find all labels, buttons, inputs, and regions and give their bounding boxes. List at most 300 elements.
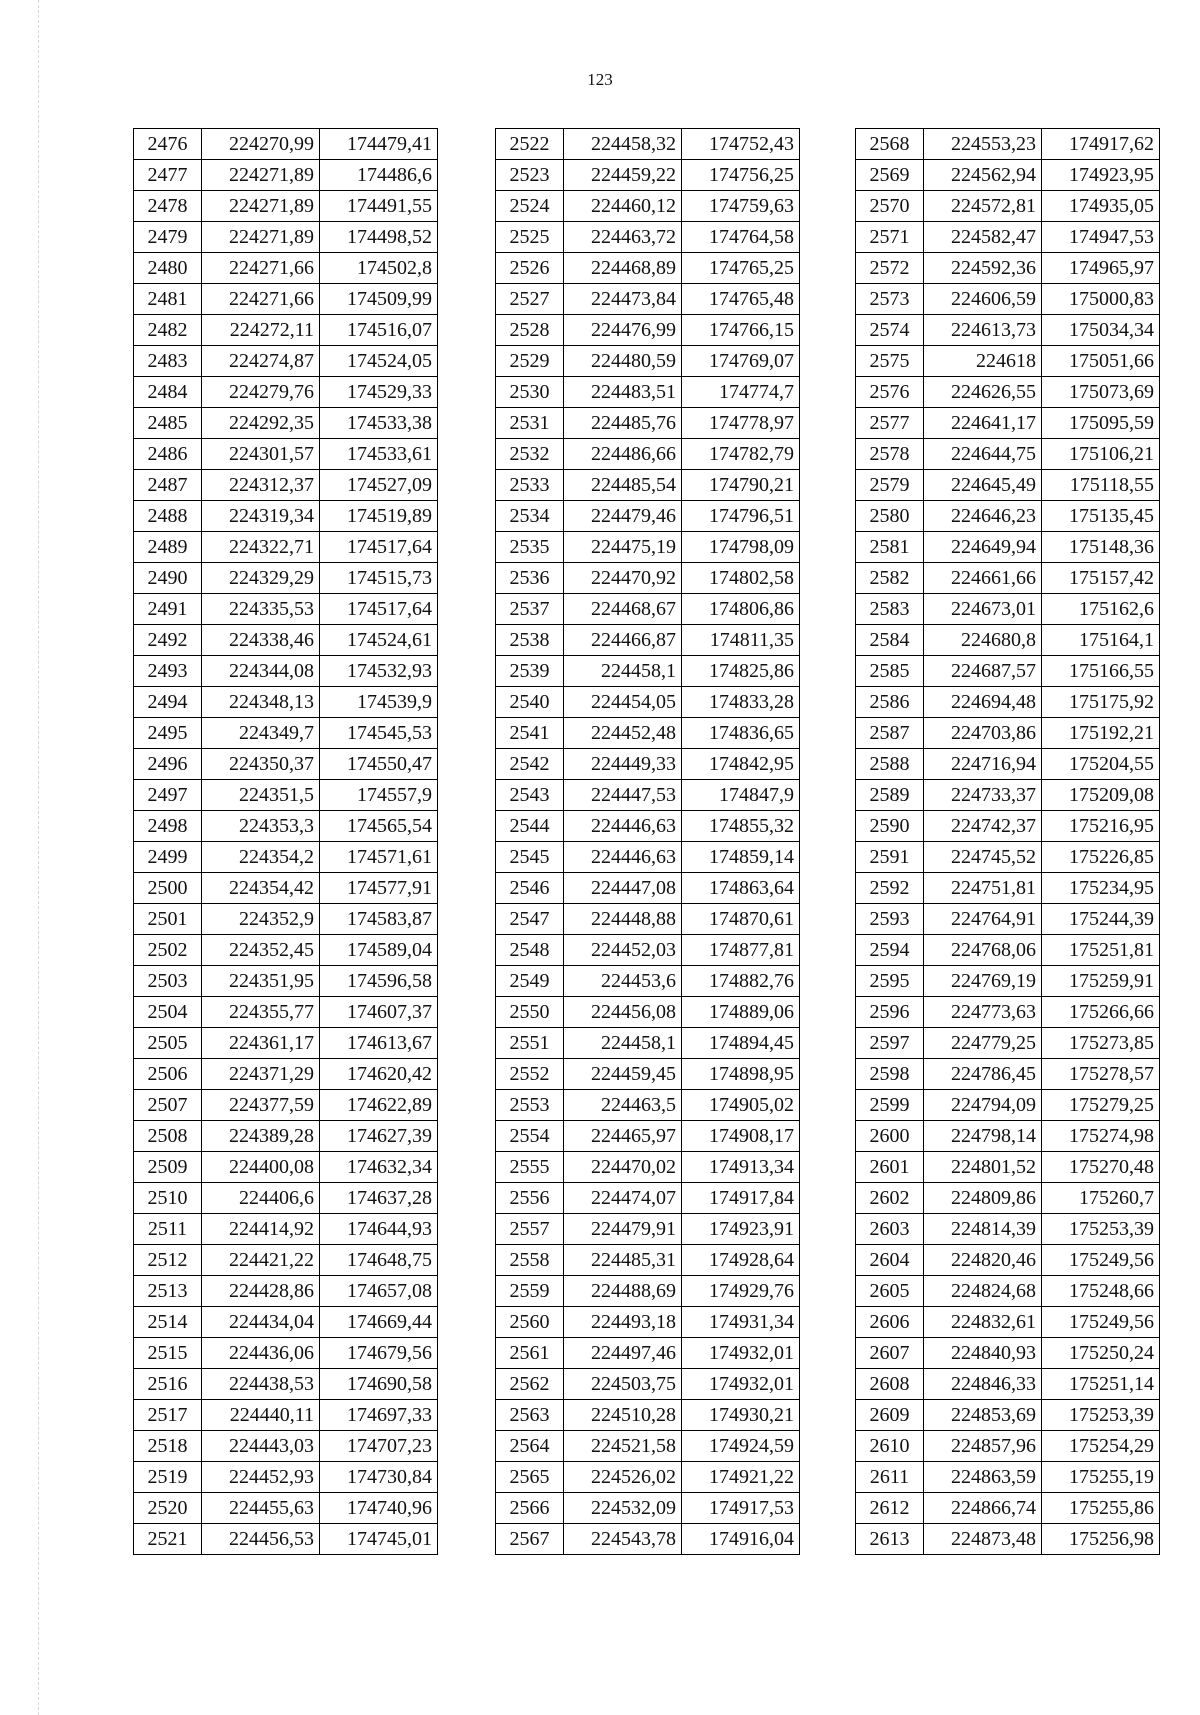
- point-number-cell: 2478: [134, 191, 202, 222]
- y-coordinate-cell: 175253,39: [1042, 1400, 1160, 1431]
- y-coordinate-cell: 174766,15: [682, 315, 800, 346]
- point-number-cell: 2537: [496, 594, 564, 625]
- x-coordinate-cell: 224271,89: [202, 222, 320, 253]
- table-row: [856, 1276, 1160, 1307]
- table-row: [134, 191, 438, 222]
- x-coordinate-cell: 224458,32: [564, 129, 682, 160]
- table-row: [134, 1214, 438, 1245]
- table-row: [496, 470, 800, 501]
- x-coordinate-cell: 224703,86: [924, 718, 1042, 749]
- table-row: [496, 315, 800, 346]
- point-number-cell: 2597: [856, 1028, 924, 1059]
- point-number-cell: 2546: [496, 873, 564, 904]
- x-coordinate-cell: 224466,87: [564, 625, 682, 656]
- x-coordinate-cell: 224798,14: [924, 1121, 1042, 1152]
- y-coordinate-cell: 174916,04: [682, 1524, 800, 1555]
- y-coordinate-cell: 174519,89: [320, 501, 438, 532]
- point-number-cell: 2568: [856, 129, 924, 160]
- y-coordinate-cell: 175270,48: [1042, 1152, 1160, 1183]
- point-number-cell: 2549: [496, 966, 564, 997]
- table-row: [496, 594, 800, 625]
- y-coordinate-cell: 175073,69: [1042, 377, 1160, 408]
- y-coordinate-cell: 174908,17: [682, 1121, 800, 1152]
- y-coordinate-cell: 175234,95: [1042, 873, 1160, 904]
- table-row: [134, 687, 438, 718]
- y-coordinate-cell: 174707,23: [320, 1431, 438, 1462]
- table-row: [496, 1276, 800, 1307]
- point-number-cell: 2496: [134, 749, 202, 780]
- point-number-cell: 2579: [856, 470, 924, 501]
- table-row: [134, 439, 438, 470]
- x-coordinate-cell: 224443,03: [202, 1431, 320, 1462]
- x-coordinate-cell: 224456,53: [202, 1524, 320, 1555]
- table-row: [856, 253, 1160, 284]
- y-coordinate-cell: 174498,52: [320, 222, 438, 253]
- table-row: [496, 253, 800, 284]
- y-coordinate-cell: 174898,95: [682, 1059, 800, 1090]
- table-row: [496, 1214, 800, 1245]
- x-coordinate-cell: 224470,92: [564, 563, 682, 594]
- y-coordinate-cell: 174905,02: [682, 1090, 800, 1121]
- y-coordinate-cell: 174527,09: [320, 470, 438, 501]
- y-coordinate-cell: 174740,96: [320, 1493, 438, 1524]
- table-row: [134, 1524, 438, 1555]
- point-number-cell: 2504: [134, 997, 202, 1028]
- y-coordinate-cell: 174796,51: [682, 501, 800, 532]
- point-number-cell: 2542: [496, 749, 564, 780]
- point-number-cell: 2563: [496, 1400, 564, 1431]
- table-row: [856, 966, 1160, 997]
- x-coordinate-cell: 224641,17: [924, 408, 1042, 439]
- point-number-cell: 2599: [856, 1090, 924, 1121]
- table-row: [134, 1121, 438, 1152]
- x-coordinate-cell: 224562,94: [924, 160, 1042, 191]
- point-number-cell: 2547: [496, 904, 564, 935]
- x-coordinate-cell: 224446,63: [564, 842, 682, 873]
- table-row: [496, 1059, 800, 1090]
- table-row: [856, 594, 1160, 625]
- table-row: [496, 1090, 800, 1121]
- point-number-cell: 2564: [496, 1431, 564, 1462]
- coordinates-table-2: [495, 128, 800, 1555]
- x-coordinate-cell: 224468,67: [564, 594, 682, 625]
- x-coordinate-cell: 224497,46: [564, 1338, 682, 1369]
- point-number-cell: 2519: [134, 1462, 202, 1493]
- table-row: [496, 377, 800, 408]
- table-row: [496, 129, 800, 160]
- point-number-cell: 2562: [496, 1369, 564, 1400]
- table-row: [856, 439, 1160, 470]
- table-row: [496, 749, 800, 780]
- point-number-cell: 2603: [856, 1214, 924, 1245]
- y-coordinate-cell: 174965,97: [1042, 253, 1160, 284]
- point-number-cell: 2502: [134, 935, 202, 966]
- point-number-cell: 2489: [134, 532, 202, 563]
- y-coordinate-cell: 175204,55: [1042, 749, 1160, 780]
- margin-guide-line: [38, 0, 39, 1715]
- point-number-cell: 2511: [134, 1214, 202, 1245]
- point-number-cell: 2544: [496, 811, 564, 842]
- y-coordinate-cell: 174870,61: [682, 904, 800, 935]
- y-coordinate-cell: 175192,21: [1042, 718, 1160, 749]
- point-number-cell: 2569: [856, 160, 924, 191]
- x-coordinate-cell: 224271,89: [202, 191, 320, 222]
- table-row: [496, 563, 800, 594]
- x-coordinate-cell: 224479,91: [564, 1214, 682, 1245]
- table-row: [134, 470, 438, 501]
- point-number-cell: 2608: [856, 1369, 924, 1400]
- x-coordinate-cell: 224271,66: [202, 253, 320, 284]
- point-number-cell: 2513: [134, 1276, 202, 1307]
- y-coordinate-cell: 174679,56: [320, 1338, 438, 1369]
- x-coordinate-cell: 224768,06: [924, 935, 1042, 966]
- x-coordinate-cell: 224271,66: [202, 284, 320, 315]
- x-coordinate-cell: 224863,59: [924, 1462, 1042, 1493]
- y-coordinate-cell: 174583,87: [320, 904, 438, 935]
- point-number-cell: 2559: [496, 1276, 564, 1307]
- x-coordinate-cell: 224476,99: [564, 315, 682, 346]
- point-number-cell: 2493: [134, 656, 202, 687]
- point-number-cell: 2584: [856, 625, 924, 656]
- y-coordinate-cell: 174913,34: [682, 1152, 800, 1183]
- x-coordinate-cell: 224438,53: [202, 1369, 320, 1400]
- table-row: [856, 532, 1160, 563]
- x-coordinate-cell: 224553,23: [924, 129, 1042, 160]
- x-coordinate-cell: 224479,46: [564, 501, 682, 532]
- y-coordinate-cell: 174517,64: [320, 594, 438, 625]
- table-row: [496, 656, 800, 687]
- y-coordinate-cell: 175249,56: [1042, 1245, 1160, 1276]
- table-row: [856, 873, 1160, 904]
- y-coordinate-cell: 174836,65: [682, 718, 800, 749]
- table-row: [496, 222, 800, 253]
- point-number-cell: 2486: [134, 439, 202, 470]
- x-coordinate-cell: 224645,49: [924, 470, 1042, 501]
- y-coordinate-cell: 175148,36: [1042, 532, 1160, 563]
- table-row: [496, 284, 800, 315]
- y-coordinate-cell: 174545,53: [320, 718, 438, 749]
- x-coordinate-cell: 224344,08: [202, 656, 320, 687]
- table-row: [496, 439, 800, 470]
- x-coordinate-cell: 224428,86: [202, 1276, 320, 1307]
- point-number-cell: 2552: [496, 1059, 564, 1090]
- y-coordinate-cell: 174620,42: [320, 1059, 438, 1090]
- point-number-cell: 2557: [496, 1214, 564, 1245]
- page-number: 123: [587, 70, 613, 89]
- x-coordinate-cell: 224414,92: [202, 1214, 320, 1245]
- x-coordinate-cell: 224338,46: [202, 625, 320, 656]
- point-number-cell: 2612: [856, 1493, 924, 1524]
- x-coordinate-cell: 224459,45: [564, 1059, 682, 1090]
- x-coordinate-cell: 224510,28: [564, 1400, 682, 1431]
- table-row: [856, 1307, 1160, 1338]
- table-row: [856, 780, 1160, 811]
- y-coordinate-cell: 174533,38: [320, 408, 438, 439]
- x-coordinate-cell: 224452,03: [564, 935, 682, 966]
- point-number-cell: 2567: [496, 1524, 564, 1555]
- point-number-cell: 2575: [856, 346, 924, 377]
- x-coordinate-cell: 224742,37: [924, 811, 1042, 842]
- point-number-cell: 2524: [496, 191, 564, 222]
- table-row: [134, 408, 438, 439]
- point-number-cell: 2498: [134, 811, 202, 842]
- point-number-cell: 2581: [856, 532, 924, 563]
- point-number-cell: 2587: [856, 718, 924, 749]
- x-coordinate-cell: 224452,93: [202, 1462, 320, 1493]
- x-coordinate-cell: 224400,08: [202, 1152, 320, 1183]
- y-coordinate-cell: 174825,86: [682, 656, 800, 687]
- x-coordinate-cell: 224486,66: [564, 439, 682, 470]
- table-row: [134, 1245, 438, 1276]
- point-number-cell: 2607: [856, 1338, 924, 1369]
- y-coordinate-cell: 174648,75: [320, 1245, 438, 1276]
- point-number-cell: 2532: [496, 439, 564, 470]
- point-number-cell: 2528: [496, 315, 564, 346]
- table-row: [496, 1121, 800, 1152]
- table-row: [496, 842, 800, 873]
- point-number-cell: 2479: [134, 222, 202, 253]
- y-coordinate-cell: 174745,01: [320, 1524, 438, 1555]
- y-coordinate-cell: 174765,48: [682, 284, 800, 315]
- x-coordinate-cell: 224649,94: [924, 532, 1042, 563]
- table-row: [496, 191, 800, 222]
- y-coordinate-cell: 174917,53: [682, 1493, 800, 1524]
- point-number-cell: 2550: [496, 997, 564, 1028]
- y-coordinate-cell: 175255,86: [1042, 1493, 1160, 1524]
- table-row: [496, 873, 800, 904]
- table-row: [856, 1431, 1160, 1462]
- x-coordinate-cell: 224458,1: [564, 656, 682, 687]
- table-row: [496, 408, 800, 439]
- point-number-cell: 2545: [496, 842, 564, 873]
- table-row: [134, 284, 438, 315]
- x-coordinate-cell: 224463,72: [564, 222, 682, 253]
- point-number-cell: 2523: [496, 160, 564, 191]
- y-coordinate-cell: 174928,64: [682, 1245, 800, 1276]
- table-row: [856, 842, 1160, 873]
- point-number-cell: 2580: [856, 501, 924, 532]
- table-row: [496, 1307, 800, 1338]
- point-number-cell: 2482: [134, 315, 202, 346]
- table-row: [856, 997, 1160, 1028]
- x-coordinate-cell: 224406,6: [202, 1183, 320, 1214]
- y-coordinate-cell: 175244,39: [1042, 904, 1160, 935]
- table-row: [496, 346, 800, 377]
- y-coordinate-cell: 174637,28: [320, 1183, 438, 1214]
- point-number-cell: 2533: [496, 470, 564, 501]
- point-number-cell: 2606: [856, 1307, 924, 1338]
- y-coordinate-cell: 174790,21: [682, 470, 800, 501]
- table-row: [134, 842, 438, 873]
- point-number-cell: 2508: [134, 1121, 202, 1152]
- point-number-cell: 2509: [134, 1152, 202, 1183]
- x-coordinate-cell: 224733,37: [924, 780, 1042, 811]
- x-coordinate-cell: 224454,05: [564, 687, 682, 718]
- x-coordinate-cell: 224694,48: [924, 687, 1042, 718]
- x-coordinate-cell: 224488,69: [564, 1276, 682, 1307]
- x-coordinate-cell: 224801,52: [924, 1152, 1042, 1183]
- point-number-cell: 2610: [856, 1431, 924, 1462]
- y-coordinate-cell: 174589,04: [320, 935, 438, 966]
- point-number-cell: 2514: [134, 1307, 202, 1338]
- x-coordinate-cell: 224474,07: [564, 1183, 682, 1214]
- table-row: [134, 997, 438, 1028]
- point-number-cell: 2521: [134, 1524, 202, 1555]
- point-number-cell: 2601: [856, 1152, 924, 1183]
- y-coordinate-cell: 175250,24: [1042, 1338, 1160, 1369]
- point-number-cell: 2582: [856, 563, 924, 594]
- table-row: [134, 625, 438, 656]
- y-coordinate-cell: 174894,45: [682, 1028, 800, 1059]
- x-coordinate-cell: 224480,59: [564, 346, 682, 377]
- table-row: [134, 563, 438, 594]
- y-coordinate-cell: 174859,14: [682, 842, 800, 873]
- y-coordinate-cell: 175273,85: [1042, 1028, 1160, 1059]
- x-coordinate-cell: 224354,2: [202, 842, 320, 873]
- x-coordinate-cell: 224361,17: [202, 1028, 320, 1059]
- x-coordinate-cell: 224279,76: [202, 377, 320, 408]
- point-number-cell: 2594: [856, 935, 924, 966]
- y-coordinate-cell: 174806,86: [682, 594, 800, 625]
- table-row: [856, 1245, 1160, 1276]
- y-coordinate-cell: 174550,47: [320, 749, 438, 780]
- table-row: [856, 1462, 1160, 1493]
- table-row: [134, 811, 438, 842]
- y-coordinate-cell: 175164,1: [1042, 625, 1160, 656]
- x-coordinate-cell: 224572,81: [924, 191, 1042, 222]
- x-coordinate-cell: 224485,76: [564, 408, 682, 439]
- table-row: [856, 935, 1160, 966]
- x-coordinate-cell: 224773,63: [924, 997, 1042, 1028]
- x-coordinate-cell: 224459,22: [564, 160, 682, 191]
- point-number-cell: 2574: [856, 315, 924, 346]
- x-coordinate-cell: 224460,12: [564, 191, 682, 222]
- x-coordinate-cell: 224814,39: [924, 1214, 1042, 1245]
- x-coordinate-cell: 224626,55: [924, 377, 1042, 408]
- point-number-cell: 2553: [496, 1090, 564, 1121]
- table-row: [134, 315, 438, 346]
- x-coordinate-cell: 224434,04: [202, 1307, 320, 1338]
- x-coordinate-cell: 224447,53: [564, 780, 682, 811]
- point-number-cell: 2572: [856, 253, 924, 284]
- table-row: [856, 377, 1160, 408]
- x-coordinate-cell: 224355,77: [202, 997, 320, 1028]
- table-row: [856, 718, 1160, 749]
- table-row: [134, 904, 438, 935]
- point-number-cell: 2586: [856, 687, 924, 718]
- x-coordinate-cell: 224832,61: [924, 1307, 1042, 1338]
- x-coordinate-cell: 224846,33: [924, 1369, 1042, 1400]
- point-number-cell: 2500: [134, 873, 202, 904]
- y-coordinate-cell: 174524,61: [320, 625, 438, 656]
- y-coordinate-cell: 174877,81: [682, 935, 800, 966]
- point-number-cell: 2540: [496, 687, 564, 718]
- point-number-cell: 2595: [856, 966, 924, 997]
- table-row: [856, 501, 1160, 532]
- y-coordinate-cell: 175157,42: [1042, 563, 1160, 594]
- x-coordinate-cell: 224458,1: [564, 1028, 682, 1059]
- y-coordinate-cell: 174855,32: [682, 811, 800, 842]
- y-coordinate-cell: 174532,93: [320, 656, 438, 687]
- y-coordinate-cell: 174802,58: [682, 563, 800, 594]
- table-row: [856, 1400, 1160, 1431]
- point-number-cell: 2590: [856, 811, 924, 842]
- x-coordinate-cell: 224350,37: [202, 749, 320, 780]
- point-number-cell: 2588: [856, 749, 924, 780]
- y-coordinate-cell: 175175,92: [1042, 687, 1160, 718]
- y-coordinate-cell: 174491,55: [320, 191, 438, 222]
- y-coordinate-cell: 174917,84: [682, 1183, 800, 1214]
- y-coordinate-cell: 174923,91: [682, 1214, 800, 1245]
- point-number-cell: 2576: [856, 377, 924, 408]
- point-number-cell: 2555: [496, 1152, 564, 1183]
- y-coordinate-cell: 174557,9: [320, 780, 438, 811]
- coordinates-table-1: [133, 128, 438, 1555]
- x-coordinate-cell: 224319,34: [202, 501, 320, 532]
- x-coordinate-cell: 224351,5: [202, 780, 320, 811]
- y-coordinate-cell: 175279,25: [1042, 1090, 1160, 1121]
- y-coordinate-cell: 174644,93: [320, 1214, 438, 1245]
- point-number-cell: 2560: [496, 1307, 564, 1338]
- table-row: [856, 160, 1160, 191]
- table-row: [134, 1276, 438, 1307]
- table-row: [496, 780, 800, 811]
- point-number-cell: 2538: [496, 625, 564, 656]
- table-row: [134, 377, 438, 408]
- point-number-cell: 2483: [134, 346, 202, 377]
- table-row: [134, 1090, 438, 1121]
- table-row: [134, 749, 438, 780]
- x-coordinate-cell: 224824,68: [924, 1276, 1042, 1307]
- y-coordinate-cell: 174842,95: [682, 749, 800, 780]
- table-row: [134, 935, 438, 966]
- x-coordinate-cell: 224646,23: [924, 501, 1042, 532]
- y-coordinate-cell: 174502,8: [320, 253, 438, 284]
- y-coordinate-cell: 175278,57: [1042, 1059, 1160, 1090]
- point-number-cell: 2503: [134, 966, 202, 997]
- table-row: [496, 966, 800, 997]
- x-coordinate-cell: 224809,86: [924, 1183, 1042, 1214]
- table-row: [856, 1028, 1160, 1059]
- point-number-cell: 2518: [134, 1431, 202, 1462]
- table-row: [134, 1431, 438, 1462]
- point-number-cell: 2492: [134, 625, 202, 656]
- x-coordinate-cell: 224274,87: [202, 346, 320, 377]
- x-coordinate-cell: 224543,78: [564, 1524, 682, 1555]
- x-coordinate-cell: 224348,13: [202, 687, 320, 718]
- table-row: [134, 966, 438, 997]
- point-number-cell: 2598: [856, 1059, 924, 1090]
- table-row: [496, 1400, 800, 1431]
- x-coordinate-cell: 224389,28: [202, 1121, 320, 1152]
- table-row: [496, 625, 800, 656]
- point-number-cell: 2522: [496, 129, 564, 160]
- y-coordinate-cell: 175209,08: [1042, 780, 1160, 811]
- y-coordinate-cell: 174697,33: [320, 1400, 438, 1431]
- x-coordinate-cell: 224449,33: [564, 749, 682, 780]
- point-number-cell: 2476: [134, 129, 202, 160]
- point-number-cell: 2515: [134, 1338, 202, 1369]
- point-number-cell: 2505: [134, 1028, 202, 1059]
- point-number-cell: 2561: [496, 1338, 564, 1369]
- y-coordinate-cell: 175226,85: [1042, 842, 1160, 873]
- table-row: [856, 904, 1160, 935]
- y-coordinate-cell: 174863,64: [682, 873, 800, 904]
- table-row: [134, 1338, 438, 1369]
- point-number-cell: 2578: [856, 439, 924, 470]
- y-coordinate-cell: 174632,34: [320, 1152, 438, 1183]
- x-coordinate-cell: 224436,06: [202, 1338, 320, 1369]
